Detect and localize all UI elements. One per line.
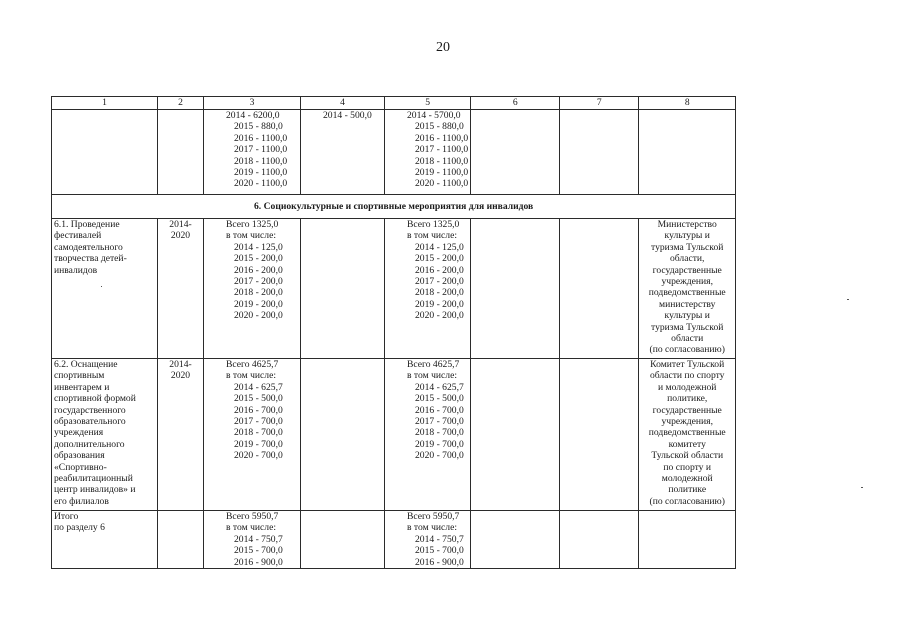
table-row-total [52, 511, 736, 569]
cell-line: 2015 - 200,0 [415, 253, 464, 265]
cell-line: 2015 - 700,0 [415, 545, 464, 557]
cell-line: по спорту и [663, 461, 712, 473]
cell-line: 2017 - 200,0 [415, 276, 464, 288]
cell-line: 2017 - 1100,0 [234, 144, 288, 156]
cell-line: 2020 - 700,0 [415, 450, 464, 462]
cell-regional-amount [385, 359, 471, 511]
cell-activity [52, 359, 158, 511]
table-row [52, 359, 736, 511]
cell-line: Комитет Тульской [650, 359, 725, 370]
cell-activity [52, 219, 158, 359]
cell-line: 2018 - 700,0 [234, 427, 283, 439]
cell-total-amount [204, 359, 301, 511]
cell-executor [639, 110, 736, 195]
header-cell: 8 [639, 97, 736, 110]
cell-federal-amount [301, 359, 385, 511]
cell-line: 2019 - 700,0 [415, 438, 464, 450]
cell-line: 2015 - 880,0 [415, 121, 464, 133]
cell-line: 2019 - 1100,0 [234, 167, 288, 179]
section-title: 6. Социокультурные и спортивные мероприятия для инвалидов [52, 195, 736, 219]
cell-line: 2014 - 5700,0 [407, 110, 461, 121]
cell-line: области, [669, 253, 705, 265]
cell-line: творчества детей- [54, 253, 127, 265]
cell-line: образования [54, 450, 105, 462]
cell-line: Всего 4625,7 [407, 359, 460, 370]
cell-line: 2018 - 200,0 [415, 287, 464, 299]
cell-line: образовательного [54, 416, 126, 428]
cell-line: в том числе: [226, 522, 277, 534]
cell-line: туризма Тульской [651, 321, 724, 333]
cell-line: 2020 - 200,0 [234, 310, 283, 322]
cell-line: 2014 - 125,0 [415, 241, 464, 253]
cell-line: 2016 - 900,0 [234, 556, 283, 568]
cell-federal-amount [301, 511, 385, 569]
cell-line: в том числе: [407, 370, 458, 382]
cell-line: 2014- [169, 359, 192, 370]
header-cell: 5 [385, 97, 471, 110]
cell-line: 2016 - 700,0 [415, 404, 464, 416]
cell-line: 2015 - 880,0 [234, 121, 283, 133]
header-row [52, 97, 736, 110]
cell-line: 2016 - 700,0 [234, 404, 283, 416]
cell-line: Всего 4625,7 [226, 359, 279, 370]
cell-line: «Спортивно- [54, 461, 107, 473]
cell-line: 2020 - 700,0 [234, 450, 283, 462]
cell-line: спортивной формой [54, 393, 136, 405]
cell-line: 2014 - 750,7 [234, 533, 283, 545]
cell-line: комитету [668, 438, 706, 450]
program-table [51, 96, 736, 569]
cell-line: и молодежной [658, 381, 717, 393]
cell-federal-amount [301, 219, 385, 359]
cell-line: 2019 - 200,0 [415, 298, 464, 310]
cell-line: области [671, 333, 704, 345]
cell-line: 2019 - 200,0 [234, 298, 283, 310]
cell-line: 2017 - 700,0 [415, 416, 464, 428]
cell-line: 2019 - 700,0 [234, 438, 283, 450]
cell-line: центр инвалидов» и [54, 484, 136, 496]
cell-line: 2017 - 700,0 [234, 416, 283, 428]
scan-speck [101, 286, 102, 287]
cell-executor [639, 511, 736, 569]
page-number: 20 [436, 40, 450, 55]
cell-line: учреждения, [661, 416, 713, 428]
cell-period [158, 219, 204, 359]
cell-regional-amount [385, 511, 471, 569]
cell-period [158, 511, 204, 569]
cell-line: Всего 1325,0 [226, 219, 279, 230]
cell-line: Тульской области [651, 450, 724, 462]
cell-line: области по спорту [649, 370, 725, 382]
cell-line: культуры и [664, 230, 710, 242]
cell-executor [639, 359, 736, 511]
cell-line: 2014 - 625,7 [415, 381, 464, 393]
cell-line: реабилитационный [54, 473, 133, 485]
cell-line: (по согласованию) [649, 344, 725, 356]
cell-line: 2016 - 1100,0 [234, 132, 288, 144]
cell-line: в том числе: [226, 370, 277, 382]
cell-line: политике [668, 484, 707, 496]
cell-col7 [560, 511, 639, 569]
continuation-row [52, 110, 736, 195]
cell-col6 [471, 110, 560, 195]
cell-line: 2016 - 900,0 [415, 556, 464, 568]
cell-total-amount [204, 219, 301, 359]
cell-line: подведомственные [648, 427, 726, 439]
cell-federal-amount [301, 110, 385, 195]
cell-line: 2015 - 200,0 [234, 253, 283, 265]
cell-line: туризма Тульской [651, 241, 724, 253]
cell-line: учреждения, [661, 276, 713, 288]
cell-line: в том числе: [226, 230, 277, 242]
cell-line: фестивалей [54, 230, 102, 242]
cell-col7 [560, 359, 639, 511]
cell-line: 2014 - 125,0 [234, 241, 283, 253]
cell-total-amount [204, 511, 301, 569]
cell-col7 [560, 110, 639, 195]
cell-line: молодежной [661, 473, 713, 485]
cell-line: 2020 - 1100,0 [415, 178, 469, 190]
cell-line: 2016 - 200,0 [234, 264, 283, 276]
cell-line: политике, [667, 393, 708, 405]
scan-speck [861, 487, 863, 488]
cell-line: 2014 - 750,7 [415, 533, 464, 545]
cell-line: 2016 - 200,0 [415, 264, 464, 276]
cell-col6 [471, 219, 560, 359]
header-cell: 3 [204, 97, 301, 110]
cell-line: по разделу 6 [54, 522, 105, 534]
cell-line: Всего 1325,0 [407, 219, 460, 230]
cell-line: 2015 - 700,0 [234, 545, 283, 557]
header-cell: 2 [158, 97, 204, 110]
cell-line: инвентарем и [54, 381, 110, 393]
cell-regional-amount [385, 219, 471, 359]
cell-line: культуры и [664, 310, 710, 322]
cell-line: 6.2. Оснащение [54, 359, 118, 370]
cell-line: его филиалов [54, 495, 109, 507]
cell-line: самодеятельного [54, 241, 123, 253]
cell-col6 [471, 511, 560, 569]
cell-activity [52, 110, 158, 195]
cell-executor [639, 219, 736, 359]
cell-col7 [560, 219, 639, 359]
cell-line: 2017 - 200,0 [234, 276, 283, 288]
cell-line: 2019 - 1100,0 [415, 167, 469, 179]
cell-line: министерству [659, 298, 716, 310]
cell-total-amount [204, 110, 301, 195]
header-cell: 4 [301, 97, 385, 110]
cell-line: 2014 - 500,0 [323, 110, 372, 121]
cell-col6 [471, 359, 560, 511]
header-cell: 7 [560, 97, 639, 110]
cell-line: 2018 - 1100,0 [415, 155, 469, 167]
cell-line: подведомственные [648, 287, 726, 299]
cell-line: 2018 - 700,0 [415, 427, 464, 439]
cell-activity [52, 511, 158, 569]
cell-line: (по согласованию) [649, 495, 725, 507]
cell-line: спортивным [54, 370, 105, 382]
cell-line: Всего 5950,7 [226, 511, 279, 522]
cell-regional-amount [385, 110, 471, 195]
cell-line: 2016 - 1100,0 [415, 132, 469, 144]
cell-period [158, 110, 204, 195]
cell-line: 2020 [170, 370, 191, 382]
cell-line: 2014 - 6200,0 [226, 110, 280, 121]
cell-line: 2017 - 1100,0 [415, 144, 469, 156]
cell-line: 6.1. Проведение [54, 219, 120, 230]
cell-line: 2018 - 200,0 [234, 287, 283, 299]
cell-line: государственные [652, 264, 722, 276]
header-cell: 1 [52, 97, 158, 110]
cell-line: в том числе: [407, 230, 458, 242]
cell-line: 2015 - 500,0 [415, 393, 464, 405]
cell-line: 2015 - 500,0 [234, 393, 283, 405]
cell-line: Итого [54, 511, 79, 522]
section-row [52, 195, 736, 219]
cell-line: дополнительного [54, 438, 125, 450]
cell-line: 2020 - 1100,0 [234, 178, 288, 190]
cell-line: 2014 - 625,7 [234, 381, 283, 393]
header-cell: 6 [471, 97, 560, 110]
cell-line: 2014- [169, 219, 192, 230]
cell-line: государственные [652, 404, 722, 416]
cell-line: в том числе: [407, 522, 458, 534]
cell-line: государственного [54, 404, 126, 416]
cell-line: инвалидов [54, 264, 98, 276]
scan-speck [847, 299, 849, 300]
cell-line: Министерство [657, 219, 717, 230]
cell-line: Всего 5950,7 [407, 511, 460, 522]
cell-period [158, 359, 204, 511]
table-row [52, 219, 736, 359]
cell-line: учреждения [54, 427, 104, 439]
cell-line: 2020 - 200,0 [415, 310, 464, 322]
cell-line: 2018 - 1100,0 [234, 155, 288, 167]
cell-line: 2020 [170, 230, 191, 242]
